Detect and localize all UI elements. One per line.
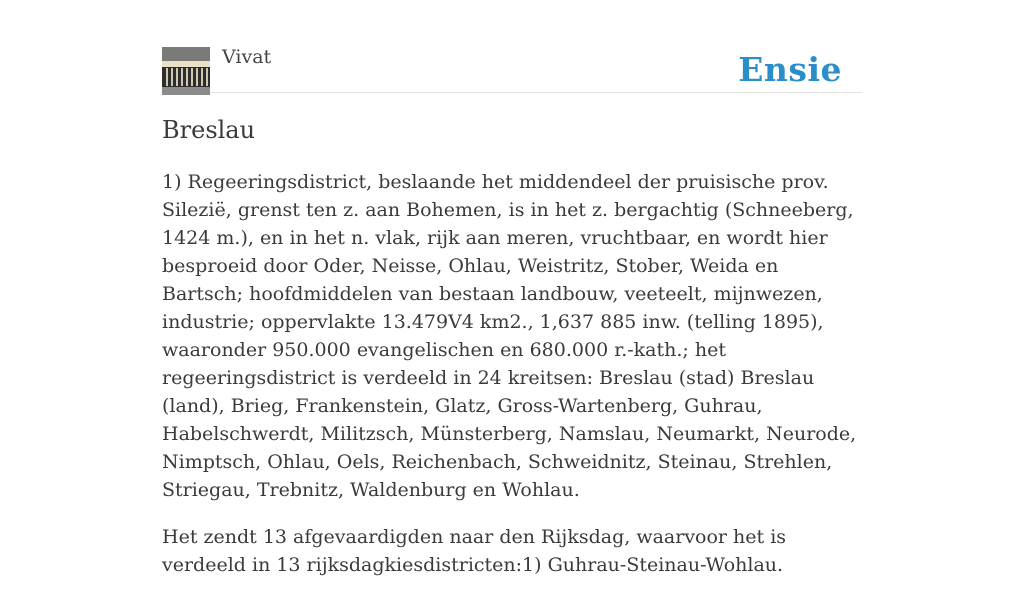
header: [162, 0, 862, 93]
paragraph: Het zendt 13 afgevaardigden naar den Rijksdag, waarvoor het is verdeeld in 13 rijksdagkiesdistricten:1) Guhrau-Steinau-Wohlau.: [162, 526, 787, 576]
paragraph: 1) Regeeringsdistrict, beslaande het middendeel der pruisische prov. Silezië, grenst ten z. aan Bohemen, is in het z. bergachtig (Schneeberg, 1424 m.), en in het n. vlak, rijk aan meren, vruchtbaar, en wordt hier besproeid door Oder, Neisse, Ohlau, Weistritz, Stober, Weida en Bartsch; hoofdmiddelen van bestaan landbouw, veeteelt, mijnwezen, industrie; oppervlakte 13.479V4 km2., 1,637 885 inw. (telling 1895), waaronder 950.000 evangelischen en 680.000 r.-kath.; het regeeringsdistrict is verdeeld in 24 kreitsen: Breslau (stad) Breslau (land), Brieg, Frankenstein, Glatz, Gross-Wartenberg, Guhrau, Habelschwerdt, Militzsch, Münsterberg, Namslau, Neumarkt, Neurode, Nimptsch, Ohlau, Oels, Reichenbach, Schweidnitz, Steinau, Strehlen, Striegau, Trebnitz, Waldenburg en Wohlau.: [162, 171, 857, 501]
author-name[interactable]: Vivat: [222, 46, 272, 68]
page: [162, 0, 862, 576]
avatar[interactable]: [162, 47, 210, 95]
avatar-image-icon: [162, 47, 210, 95]
brand-logo[interactable]: Ensie: [738, 50, 842, 89]
page-title: Breslau: [162, 116, 256, 144]
article-body: [162, 168, 862, 598]
